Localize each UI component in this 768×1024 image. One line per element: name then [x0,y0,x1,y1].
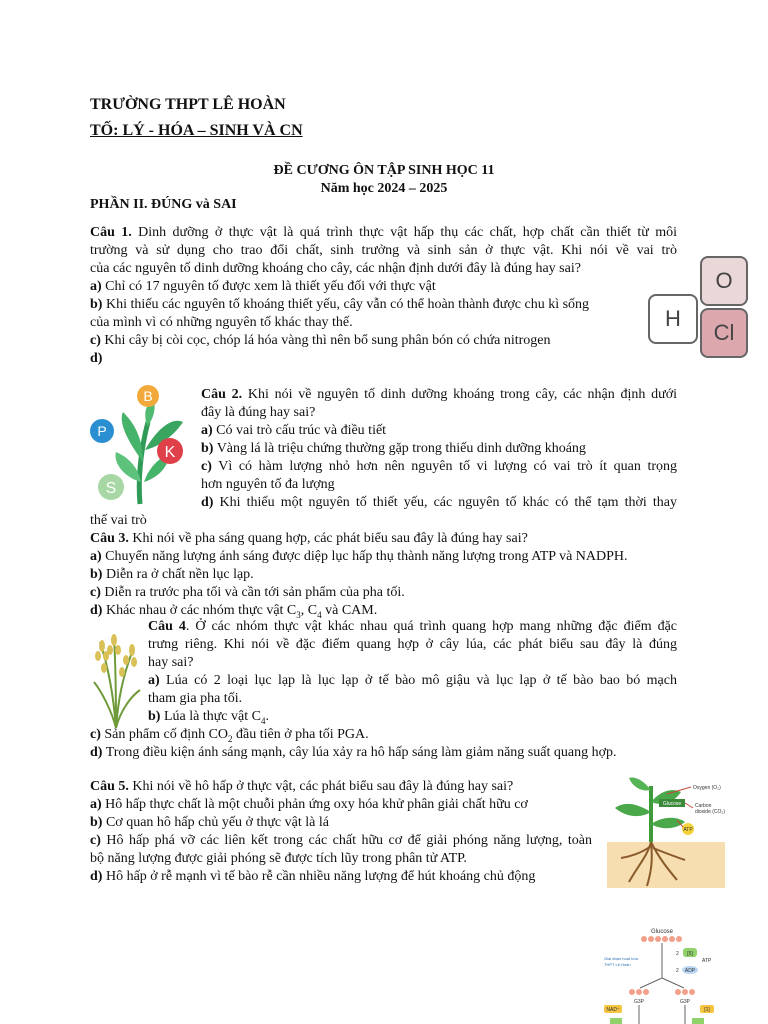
q1-d-label: d) [90,351,103,366]
q4-a-label: a) [148,673,160,688]
q3-d-text: Khác nhau ở các nhóm thực vật $C_3$, $C_4$ và CAM. [102,603,378,620]
q2-stem-line2: đây là đúng hay sai? [201,405,316,420]
svg-text:THPT Lê Hoàn: THPT Lê Hoàn [604,962,631,967]
q4-b-label: b) [148,709,161,724]
q5-c-text: Hô hấp phá vỡ các liên kết trong các chất hữu cơ để giải phóng năng lượng, toàn [100,833,592,848]
q2-c-text-cont: hơn nguyên tố đa lượng [201,477,335,492]
svg-text:ATP: ATP [683,827,693,833]
potassium-circle [157,438,183,464]
document-title: ĐỀ CƯƠNG ÔN TẬP SINH HỌC 11 [273,163,495,178]
element-h-label: H [665,306,681,331]
q5-b-label: b) [90,815,103,830]
svg-text:Carbon: Carbon [695,803,712,809]
q2-c-label: c) [201,459,212,474]
q5-c-text-cont: bộ năng lượng được giải phóng sẽ được tích lũy trong phân tử ATP. [90,851,467,866]
q2-d-text-cont: thế vai trò [90,513,147,528]
rice-plant-illustration [90,632,142,728]
q4-c-label: c) [90,727,101,742]
q2-a-label: a) [201,423,213,438]
q4-d-label: d) [90,745,103,760]
q2-b-label: b) [201,441,214,456]
q2-stem-line1: Khi nói về nguyên tố dinh dưỡng khoáng trong cây, các nhận định dưới [242,387,677,402]
q1-stem-line2: trường và sử dụng cho trao đổi chất, sinh trưởng và sinh sản ở thực vật. Khi nói về vai trò [90,243,677,258]
q3-d-label: d) [90,603,103,618]
element-o-box [700,256,748,306]
q5-b-text: Cơ quan hô hấp chủ yếu ở thực vật là lá [102,815,329,830]
q5-a-text: Hô hấp thực chất là một chuỗi phản ứng oxy hóa khử phân giải chất hữu cơ [101,797,528,812]
q5-d-label: d) [90,869,103,884]
svg-text:B: B [143,388,153,404]
q1-b-text-cont: của mình vì có những nguyên tố khác thay thế. [90,315,353,330]
q4-c-text: Sản phẩm cố định $CO_2$ đầu tiên ở pha tối PGA. [100,727,369,744]
q5-d-text: Hô hấp ở rễ mạnh vì tế bào rễ cần nhiều năng lượng để hút khoáng chủ động [102,869,536,884]
q3-label: Câu 3. [90,531,129,546]
q4-stem-line1: . Ở các nhóm thực vật khác nhau quá trình quang hợp mang những đặc điểm đặc [185,619,678,634]
q1-label: Câu 1. [90,225,132,240]
svg-text:dioxide (CO₂): dioxide (CO₂) [695,809,725,815]
q5-c-label: c) [90,833,101,848]
svg-text:NAD⁺: NAD⁺ [606,1007,620,1013]
glycolysis-diagram [600,926,726,1024]
q1-a-text: Chỉ có 17 nguyên tố được xem là thiết yếu đối với thực vật [101,279,436,294]
svg-text:2: 2 [676,968,679,974]
q1-a-label: a) [90,279,102,294]
q3-a-text: Chuyển năng lượng ánh sáng được diệp lục hấp thụ thành năng lượng trong ATP và NADPH. [101,549,628,564]
q2-c-text: Vì có hàm lượng nhỏ hơn nên nguyên tố vi lượng có vai trò ít quan trọng [211,459,677,474]
q2-a-text: Có vai trò cấu trúc và điều tiết [212,423,387,438]
q2-label: Câu 2. [201,387,243,402]
q3-c-text: Diễn ra trước pha tối và cần tới sản phẩm của pha tối. [100,585,405,600]
q3-stem: Khi nói về pha sáng quang hợp, các phát biểu sau đây là đúng hay sai? [128,531,528,546]
q4-label: Câu 4 [148,619,186,634]
boron-circle [137,385,159,407]
element-cl-box [700,308,748,358]
q3-b-label: b) [90,567,103,582]
q1-stem-line1: Dinh dưỡng ở thực vật là quá trình thực vật hấp thụ các chất, hợp chất cần thiết từ môi [138,225,678,240]
element-cl-label: Cl [713,320,735,345]
svg-text:P: P [97,423,107,439]
q3-c-label: c) [90,585,101,600]
nutrient-plant-illustration [88,382,198,506]
svg-text:Giai đoạn hoạt hóa: Giai đoạn hoạt hóa [604,956,638,961]
svg-text:ATP: ATP [702,958,712,964]
school-name: TRƯỜNG THPT LÊ HOÀN [90,96,286,113]
q4-stem-line2: trưng riêng. Khi nói về đặc điểm quang hợp ở cây lúa, các phát biểu sau đây là đúng [148,637,677,652]
department-name: TỐ: LÝ - HÓA – SINH VÀ CN [90,122,303,139]
svg-text:Glucose: Glucose [662,801,682,807]
svg-text:S: S [105,480,117,497]
svg-text:ADP: ADP [684,968,696,974]
q5-stem: Khi nói về hô hấp ở thực vật, các phát biểu sau đây là đúng hay sai? [128,779,514,794]
svg-text:G3P: G3P [633,999,645,1005]
q2-d-text: Khi thiếu một nguyên tố thiết yếu, các nguyên tố khác có thể tạm thời thay [213,495,677,510]
q4-a-text-cont: tham gia pha tối. [148,691,243,706]
q2-d-label: d) [201,495,214,510]
phosphorus-circle [90,419,114,443]
q1-stem-line3: của các nguyên tố dinh dưỡng khoáng cho cây, các nhận định dưới đây là đúng hay sai? [90,261,581,276]
school-year: Năm học 2024 – 2025 [320,181,448,196]
svg-text:2: 2 [676,951,679,957]
q3-a-label: a) [90,549,102,564]
svg-text:[5]: [5] [687,951,693,957]
q2-b-text: Vàng lá là triệu chứng thường gặp trong thiếu dinh dưỡng khoáng [213,441,586,456]
q1-c-label: c) [90,333,101,348]
q4-stem-line3: hay sai? [148,655,194,670]
svg-text:[1]: [1] [704,1007,710,1013]
q4-d-text: Trong điều kiện ánh sáng mạnh, cây lúa xảy ra hô hấp sáng làm giảm năng suất quang hợp. [102,745,617,760]
q5-label: Câu 5. [90,779,129,794]
q1-b-label: b) [90,297,103,312]
section-heading: PHẦN II. ĐÚNG và SAI [90,197,237,212]
svg-text:Glucose: Glucose [650,929,674,935]
element-o-label: O [715,268,733,293]
q5-a-label: a) [90,797,102,812]
svg-text:Oxygen (O₂): Oxygen (O₂) [693,785,721,791]
q4-b-text: Lúa là thực vật $C_4$. [160,709,269,726]
svg-text:G3P: G3P [679,999,691,1005]
element-h-box [648,294,698,344]
sulfur-circle [98,474,124,500]
q4-a-text: Lúa có 2 loại lục lạp là lục lạp ở tế bào mô giậu và lục lạp ở tế bào bao bó mạch [159,673,677,688]
q1-b-text: Khi thiếu các nguyên tố khoáng thiết yếu, cây vẫn có thể hoàn thành được chu kì sống [102,297,590,312]
svg-text:K: K [164,444,176,461]
plant-respiration-diagram [607,772,725,888]
q3-b-text: Diễn ra ở chất nền lục lạp. [102,567,254,582]
q1-c-text: Khi cây bị còi cọc, chóp lá hóa vàng thì nên bổ sung phân bón có chứa nitrogen [100,333,551,348]
